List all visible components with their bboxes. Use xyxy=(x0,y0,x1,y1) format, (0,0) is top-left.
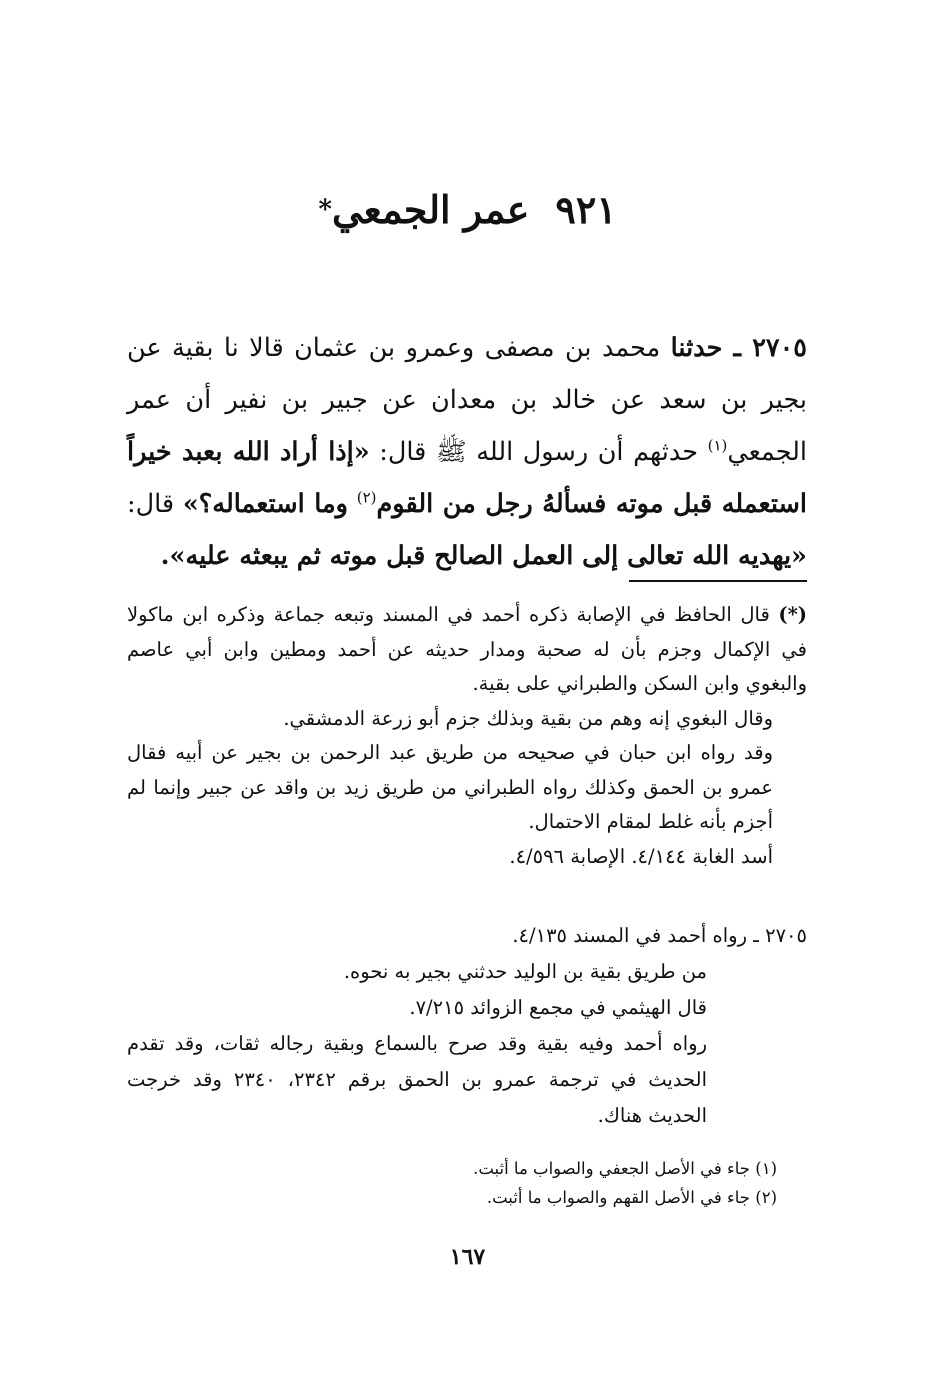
hadith-number: ٢٧٠٥ ـ حدثنا xyxy=(670,333,808,363)
takhrij-paragraph: قال الهيثمي في مجمع الزوائد ٧/٢١٥. xyxy=(409,996,707,1019)
chapter-title xyxy=(0,180,935,240)
chapter-number: ٩٢١ xyxy=(555,187,617,232)
page-number: ١٦٧ xyxy=(449,1244,486,1270)
footnote-ref-2: (٢) xyxy=(356,488,377,507)
note-text: قال الحافظ في الإصابة ذكره أحمد في المسند وتبعه جماعة وذكره ابن ماكولا في الإكمال وجزم بأن له صحبة ومدار حديثه عن أحمد ومطين وابن أبي عاصم والبغوي وابن السكن والطبراني على بقية. xyxy=(127,603,807,695)
footnote-2: (٢) جاء في الأصل القهم والصواب ما أثبت. xyxy=(486,1188,777,1207)
note-paragraph: وقال البغوي إنه وهم من بقية وبذلك جزم أبو زرعة الدمشقي. xyxy=(283,706,773,730)
biography-notes xyxy=(127,598,807,874)
hadith-chain-3: الجمعي xyxy=(727,437,808,467)
hadith-matn-5: «يهديه الله تعالى إلى العمل الصالح قبل موته ثم يبعثه عليه». xyxy=(160,541,807,571)
footnotes xyxy=(137,1154,777,1212)
takhrij-section xyxy=(127,918,807,1134)
note-sources: أسد الغابة ٤/١٤٤. الإصابة ٤/٥٩٦. xyxy=(509,844,773,868)
hadith-matn-2: استعمله قبل موته فسألهُ رجل من القوم xyxy=(376,489,808,519)
takhrij-paragraph: ٢٧٠٥ ـ رواه أحمد في المسند ٤/١٣٥. xyxy=(512,924,807,947)
takhrij-paragraph: من طريق بقية بن الوليد حدثني بجير به نحوه. xyxy=(343,960,707,983)
takhrij-paragraph: رواه أحمد وفيه بقية وقد صرح بالسماع وبقية رجاله ثقات، وقد تقدم الحديث في ترجمة عمرو بن الحمق برقم ٢٣٤٢، ٢٣٤٠ وقد خرجت الحديث هناك. xyxy=(127,1032,708,1127)
footnote-ref-1: (١) xyxy=(707,436,728,455)
footnote-1: (١) جاء في الأصل الجعفي والصواب ما أثبت. xyxy=(473,1159,777,1178)
hadith-matn-1: «إذا أراد الله بعبد خيراً xyxy=(127,437,370,467)
hadith-chain-1: محمد بن مصفى وعمرو بن عثمان قالا نا xyxy=(223,333,661,363)
footnote-separator xyxy=(629,580,807,582)
hadith-matn-3: وما استعماله؟» xyxy=(182,489,348,519)
hadith-chain-2: بقية عن بجير بن سعد عن خالد بن معدان عن جبير بن نفير أن عمر xyxy=(127,333,807,415)
chapter-name: عمر الجمعي xyxy=(331,187,530,232)
note-paragraph: وقد رواه ابن حبان في صحيحه من طريق عبد الرحمن بن بجير عن أبيه فقال عمرو بن الحمق وكذلك رواه الطبراني من طريق زيد بن واقد عن جبير وإنما لم أجزم بأنه غلط لمقام الاحتمال. xyxy=(127,741,773,833)
hadith-matn-4: قال: xyxy=(127,489,175,519)
hadith-chain-4: حدثهم أن رسول الله ﷺ قال: xyxy=(379,437,699,467)
chapter-marker: * xyxy=(318,195,332,225)
note-star: (*) xyxy=(778,603,807,626)
note-paragraph xyxy=(127,598,807,702)
hadith-text xyxy=(127,322,807,582)
